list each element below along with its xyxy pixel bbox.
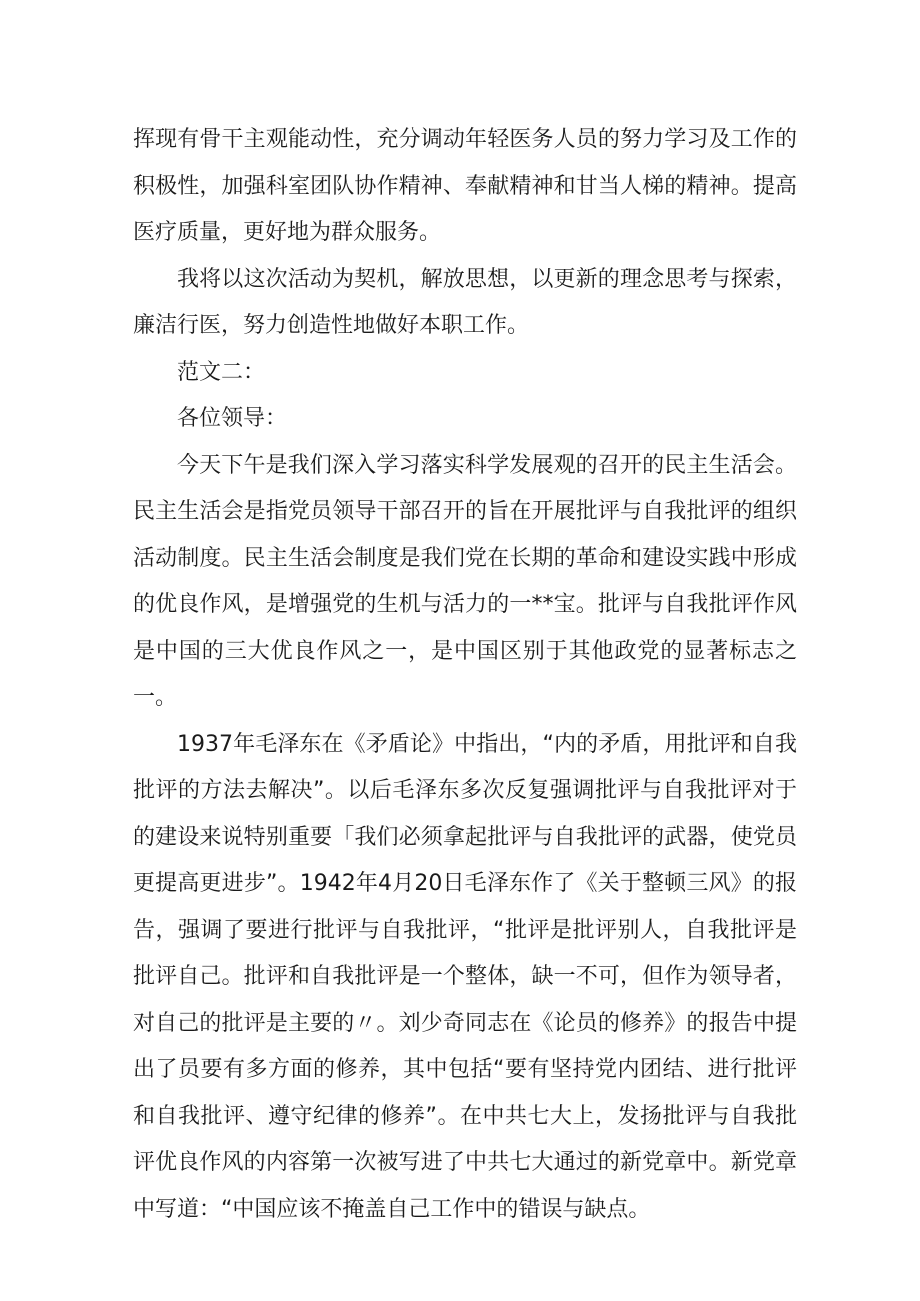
paragraph-salutation: 各位领导： <box>177 406 288 431</box>
document-body <box>133 117 797 1233</box>
paragraph-1: 挥现有骨干主观能动性，充分调动年轻医务人员的努力学习及工作的积极性，加强科室团队协作精神、奉献精神和甘当人梯的精神。提高医疗质量，更好地为群众服务。 <box>133 127 797 245</box>
paragraph-2: 我将以这次活动为契机，解放思想，以更新的理念思考与探索，廉洁行医，努力创造性地做好本职工作。 <box>133 266 797 338</box>
paragraph-6: 1937年毛泽东在《矛盾论》中指出，“内的矛盾，用批评和自我批评的方法去解决”。以后毛泽东多次反复强调批评与自我批评对于的建设来说特别重要「我们必须拿起批评与自我批评的武器，使党员更提高更进步”。1942年4月20日毛泽东作了《关于整顿三风》的报告，强调了要进行批评与自我批评，“批评是批评别人，自我批评是批评自己。批评和自我批评是一个整体，缺一不可，但作为领导者，对自己的批评是主要的〃。刘少奇同志在《论员的修养》的报告中提出了员要有多方面的修养，其中包括“要有坚持党内团结、进行批评和自我批评、遵守纪律的修养”。在中共七大上，发扬批评与自我批评优良作风的内容第一次被写进了中共七大通过的新党章中。新党章中写道：“中国应该不掩盖自己工作中的错误与缺点。 <box>133 731 797 1222</box>
paragraph-5: 今天下午是我们深入学习落实科学发展观的召开的民主生活会。民主生活会是指党员领导干部召开的旨在开展批评与自我批评的组织活动制度。民主生活会制度是我们党在长期的革命和建设实践中形成的优良作风，是增强党的生机与活力的一**宝。批评与自我批评作风是中国的三大优良作风之一，是中国区别于其他政党的显著标志之一。 <box>133 452 797 710</box>
paragraph-heading-fanwen-er: 范文二： <box>177 359 266 385</box>
